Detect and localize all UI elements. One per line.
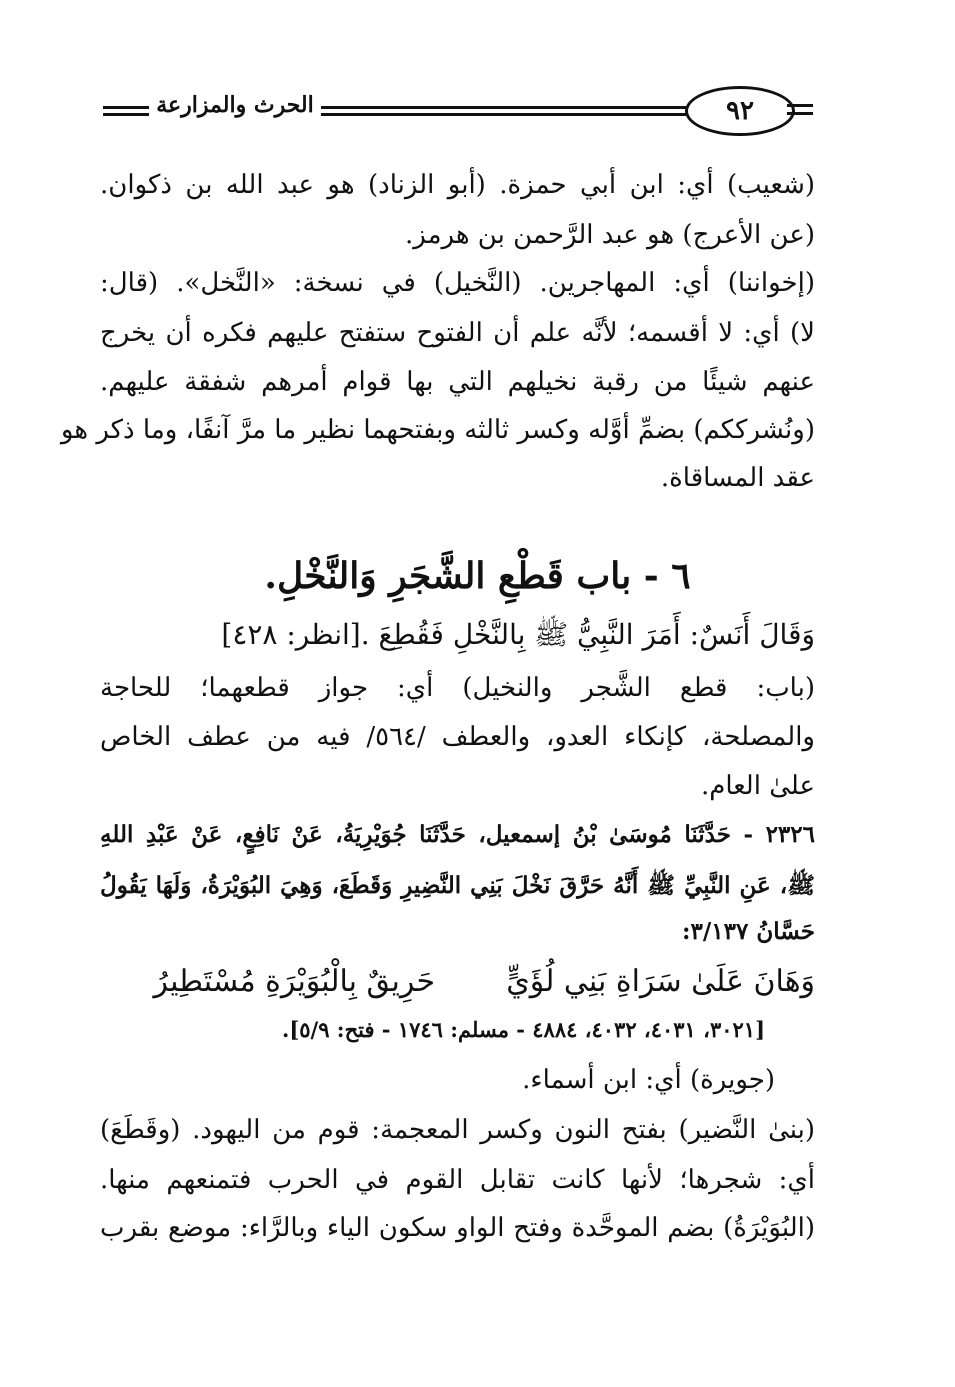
text-line: لا) أي: لا أقسمه؛ لأنَّه علم أن الفتوح ستفتح عليهم فكره أن يخرج <box>100 318 815 348</box>
text-line: (جويرة) أي: ابن أسماء. <box>522 1065 775 1095</box>
running-title: الحرث والمزارعة <box>156 92 314 118</box>
text-line: (عن الأعرج) هو عبد الرَّحمن بن هرمز. <box>404 220 815 250</box>
hadith-line: ٢٣٢٦ - حَدَّثَنَا مُوسَىٰ بْنُ إسمعيل، حَدَّثَنَا جُوَيْرِيَةُ، عَنْ نَافِعٍ، عَنْ عَبْدِ اللهِ <box>100 821 815 848</box>
page-header <box>95 86 815 136</box>
cross-references: [٣٠٢١، ٤٠٣١، ٤٠٣٢، ٤٨٨٤ - مسلم: ١٧٤٦ - فتح: ٥/٩]. <box>282 1017 765 1042</box>
text-line: (البُوَيْرَةُ) بضم الموحَّدة وفتح الواو سكون الياء وبالرَّاء: موضع بقرب <box>100 1213 815 1243</box>
page-number: ٩٢ <box>685 86 795 136</box>
text-line: (بنىٰ النَّضير) بفتح النون وكسر المعجمة: قوم من اليهود. (وقَطَعَ) <box>100 1115 815 1145</box>
header-rule <box>103 106 149 109</box>
text-line: أي: شجرها؛ لأنها كانت تقابل القوم في الحرب فتمنعهم منها. <box>100 1165 815 1195</box>
text-line: (باب: قطع الشَّجر والنخيل) أي: جواز قطعهما؛ للحاجة <box>100 673 815 703</box>
text-line: عقد المساقاة. <box>660 463 815 493</box>
text-line: عنهم شيئًا من رقبة نخيلهم التي بها قوام أمرهم شفقة عليهم. <box>100 367 815 397</box>
chapter-heading: ٦ - باب قَطْعِ الشَّجَرِ وَالنَّخْلِ. <box>264 555 691 597</box>
text-line: (إخواننا) أي: المهاجرين. (النَّخيل) في نسخة: «النَّخل». (قال: <box>100 268 815 298</box>
poem-hemistich-right: وَهَانَ عَلَىٰ سَرَاةِ بَنِي لُؤَيٍّ <box>506 964 815 999</box>
header-rule <box>787 112 813 115</box>
header-rule <box>787 104 813 107</box>
text-line: علىٰ العام. <box>700 771 815 801</box>
hadith-line: حَسَّانُ ٣/١٣٧: <box>682 918 815 945</box>
header-rule <box>103 113 149 116</box>
header-rule <box>321 113 701 116</box>
poem-hemistich-left: حَرِيقٌ بِالْبُوَيْرَةِ مُسْتَطِيرُ <box>153 964 435 999</box>
header-rule <box>321 106 701 109</box>
text-line: والمصلحة، كإنكاء العدو، والعطف /٥٦٤/ فيه من عطف الخاص <box>100 722 815 752</box>
chapter-quote: وَقَالَ أَنَسٌ: أَمَرَ النَّبِيُّ ﷺ بِالنَّخْلِ فَقُطِعَ .[انظر: ٤٢٨] <box>221 618 815 651</box>
text-line: (ونُشرككم) بضمِّ أوَّله وكسر ثالثه وبفتحهما نظير ما مرَّ آنفًا، وما ذكر هو <box>60 415 815 445</box>
text-line: (شعيب) أي: ابن أبي حمزة. (أبو الزناد) هو عبد الله بن ذكوان. <box>100 170 815 200</box>
hadith-line: ﷺ، عَنِ النَّبِيِّ ﷺ أَنَّهُ حَرَّقَ نَخْلَ بَنِي النَّضِيرِ وَقَطَعَ، وَهِيَ البُوَيْرَةُ، وَلَهَا يَقُولُ <box>100 872 815 899</box>
